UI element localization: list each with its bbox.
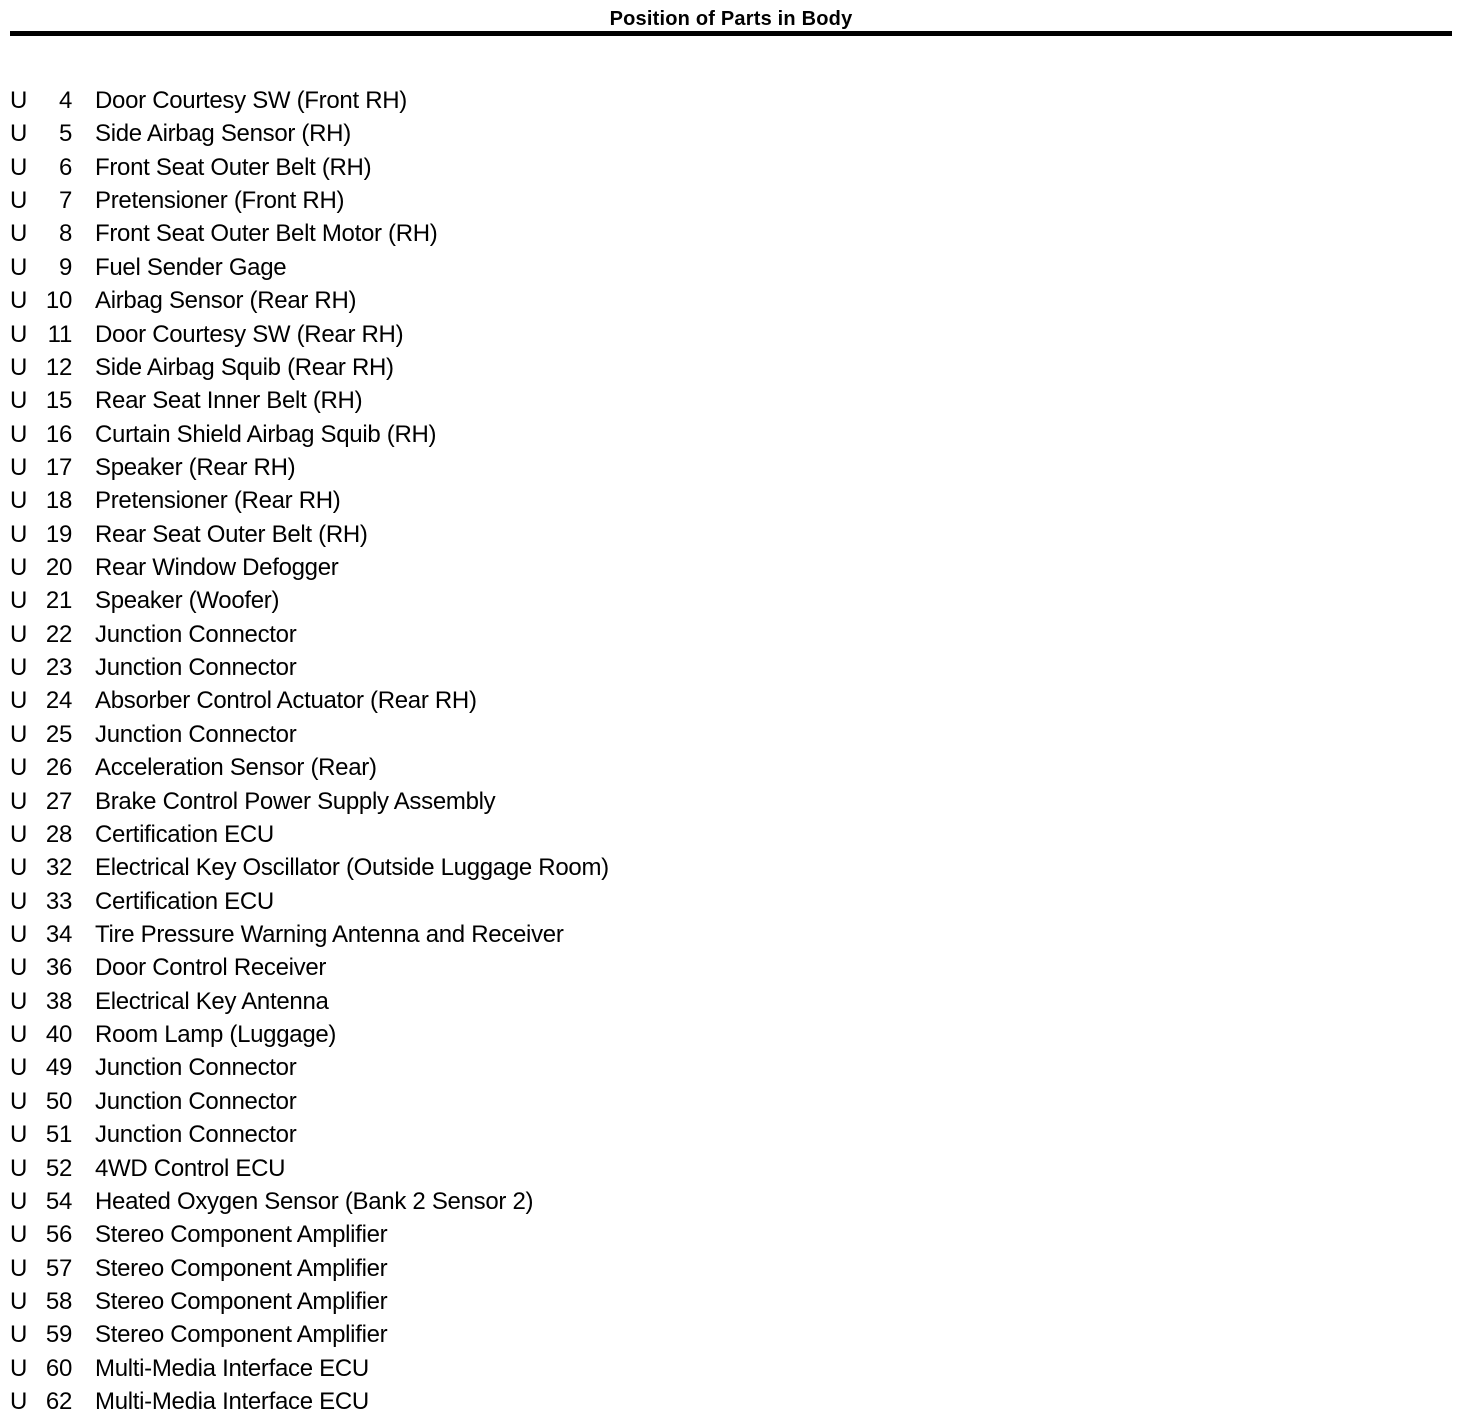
part-number: 15	[45, 387, 72, 415]
part-name: Brake Control Power Supply Assembly	[95, 787, 496, 815]
part-prefix: U	[10, 320, 28, 348]
part-number: 62	[45, 1388, 72, 1416]
part-prefix: U	[10, 453, 28, 481]
part-name: Curtain Shield Airbag Squib (RH)	[95, 420, 437, 448]
part-name: 4WD Control ECU	[95, 1154, 286, 1182]
part-number: 20	[45, 554, 72, 582]
part-prefix: U	[10, 1221, 28, 1249]
part-prefix: U	[10, 920, 28, 948]
part-prefix: U	[10, 620, 28, 648]
part-number: 8	[58, 220, 72, 248]
part-number: 36	[45, 954, 72, 982]
page-title: Position of Parts in Body	[609, 8, 853, 30]
part-prefix: U	[10, 1054, 28, 1082]
part-number: 54	[45, 1187, 72, 1215]
part-prefix: U	[10, 1087, 28, 1115]
part-name: Door Courtesy SW (Front RH)	[95, 87, 407, 114]
part-name: Pretensioner (Front RH)	[95, 187, 345, 215]
part-name: Fuel Sender Gage	[95, 253, 287, 281]
part-name: Junction Connector	[95, 620, 297, 648]
part-number: 11	[47, 320, 72, 348]
part-prefix: U	[10, 554, 28, 582]
part-number: 58	[45, 1287, 72, 1315]
part-number: 22	[45, 620, 72, 648]
part-prefix: U	[10, 1388, 28, 1416]
part-number: 38	[45, 987, 72, 1015]
part-name: Rear Window Defogger	[95, 554, 339, 582]
part-name: Rear Seat Outer Belt (RH)	[95, 520, 368, 548]
part-prefix: U	[10, 720, 28, 748]
part-number: 12	[45, 353, 72, 381]
part-name: Door Control Receiver	[95, 954, 327, 982]
part-prefix: U	[10, 153, 28, 181]
part-name: Tire Pressure Warning Antenna and Receiver	[95, 920, 564, 948]
part-number: 10	[45, 287, 72, 315]
part-prefix: U	[10, 820, 28, 848]
part-name: Room Lamp (Luggage)	[95, 1021, 337, 1049]
part-number: 27	[45, 787, 72, 815]
part-prefix: U	[10, 87, 28, 114]
part-number: 9	[58, 253, 72, 281]
part-prefix: U	[10, 487, 28, 515]
part-prefix: U	[10, 687, 28, 715]
part-number: 4	[58, 87, 72, 114]
part-number: 33	[45, 887, 72, 915]
part-number: 49	[45, 1054, 72, 1082]
part-number: 16	[45, 420, 72, 448]
part-name: Pretensioner (Rear RH)	[95, 487, 341, 515]
part-name: Stereo Component Amplifier	[95, 1287, 388, 1315]
part-number: 51	[45, 1121, 72, 1149]
part-prefix: U	[10, 287, 28, 315]
part-prefix: U	[10, 1287, 28, 1315]
part-name: Stereo Component Amplifier	[95, 1254, 388, 1282]
part-number: 23	[45, 654, 72, 682]
part-prefix: U	[10, 1321, 28, 1349]
part-prefix: U	[10, 1354, 28, 1382]
part-number: 7	[58, 187, 72, 215]
part-prefix: U	[10, 587, 28, 615]
part-prefix: U	[10, 420, 28, 448]
part-name: Speaker (Rear RH)	[95, 453, 296, 481]
part-name: Heated Oxygen Sensor (Bank 2 Sensor 2)	[95, 1187, 534, 1215]
part-name: Certification ECU	[95, 820, 274, 848]
title-divider	[10, 31, 1452, 36]
part-name: Acceleration Sensor (Rear)	[95, 754, 377, 782]
part-prefix: U	[10, 220, 28, 248]
part-number: 34	[45, 920, 72, 948]
part-number: 18	[45, 487, 72, 515]
part-number: 19	[45, 520, 72, 548]
part-name: Airbag Sensor (Rear RH)	[95, 287, 357, 315]
part-name: Junction Connector	[95, 1087, 297, 1115]
part-prefix: U	[10, 387, 28, 415]
part-prefix: U	[10, 1187, 28, 1215]
part-name: Junction Connector	[95, 1054, 297, 1082]
part-name: Door Courtesy SW (Rear RH)	[95, 320, 404, 348]
part-number: 17	[45, 453, 72, 481]
part-number: 26	[45, 754, 72, 782]
part-number: 5	[58, 120, 72, 148]
part-name: Absorber Control Actuator (Rear RH)	[95, 687, 477, 715]
part-number: 6	[58, 153, 72, 181]
part-prefix: U	[10, 1121, 28, 1149]
part-number: 25	[45, 720, 72, 748]
part-number: 60	[45, 1354, 72, 1382]
part-prefix: U	[10, 954, 28, 982]
part-number: 52	[45, 1154, 72, 1182]
part-name: Side Airbag Sensor (RH)	[95, 120, 351, 148]
part-prefix: U	[10, 253, 28, 281]
part-name: Certification ECU	[95, 887, 274, 915]
part-name: Stereo Component Amplifier	[95, 1321, 388, 1349]
part-number: 50	[45, 1087, 72, 1115]
part-prefix: U	[10, 987, 28, 1015]
part-prefix: U	[10, 353, 28, 381]
part-number: 57	[45, 1254, 72, 1282]
part-prefix: U	[10, 787, 28, 815]
part-number: 32	[45, 854, 72, 882]
part-prefix: U	[10, 854, 28, 882]
part-name: Junction Connector	[95, 654, 297, 682]
part-number: 59	[45, 1321, 72, 1349]
part-name: Junction Connector	[95, 720, 297, 748]
part-name: Front Seat Outer Belt Motor (RH)	[95, 220, 438, 248]
part-name: Electrical Key Antenna	[95, 987, 329, 1015]
part-name: Multi-Media Interface ECU	[95, 1388, 369, 1416]
part-prefix: U	[10, 654, 28, 682]
part-prefix: U	[10, 187, 28, 215]
part-name: Electrical Key Oscillator (Outside Luggage Room)	[95, 854, 609, 882]
part-name: Rear Seat Inner Belt (RH)	[95, 387, 363, 415]
part-number: 56	[45, 1221, 72, 1249]
part-prefix: U	[10, 887, 28, 915]
part-prefix: U	[10, 520, 28, 548]
part-name: Speaker (Woofer)	[95, 587, 280, 615]
part-prefix: U	[10, 754, 28, 782]
part-prefix: U	[10, 120, 28, 148]
part-name: Front Seat Outer Belt (RH)	[95, 153, 372, 181]
part-number: 21	[45, 587, 72, 615]
part-prefix: U	[10, 1154, 28, 1182]
part-name: Stereo Component Amplifier	[95, 1221, 388, 1249]
part-prefix: U	[10, 1254, 28, 1282]
part-number: 40	[45, 1021, 72, 1049]
part-name: Junction Connector	[95, 1121, 297, 1149]
part-prefix: U	[10, 1021, 28, 1049]
part-name: Side Airbag Squib (Rear RH)	[95, 353, 394, 381]
part-number: 28	[45, 820, 72, 848]
part-name: Multi-Media Interface ECU	[95, 1354, 369, 1382]
part-number: 24	[45, 687, 72, 715]
